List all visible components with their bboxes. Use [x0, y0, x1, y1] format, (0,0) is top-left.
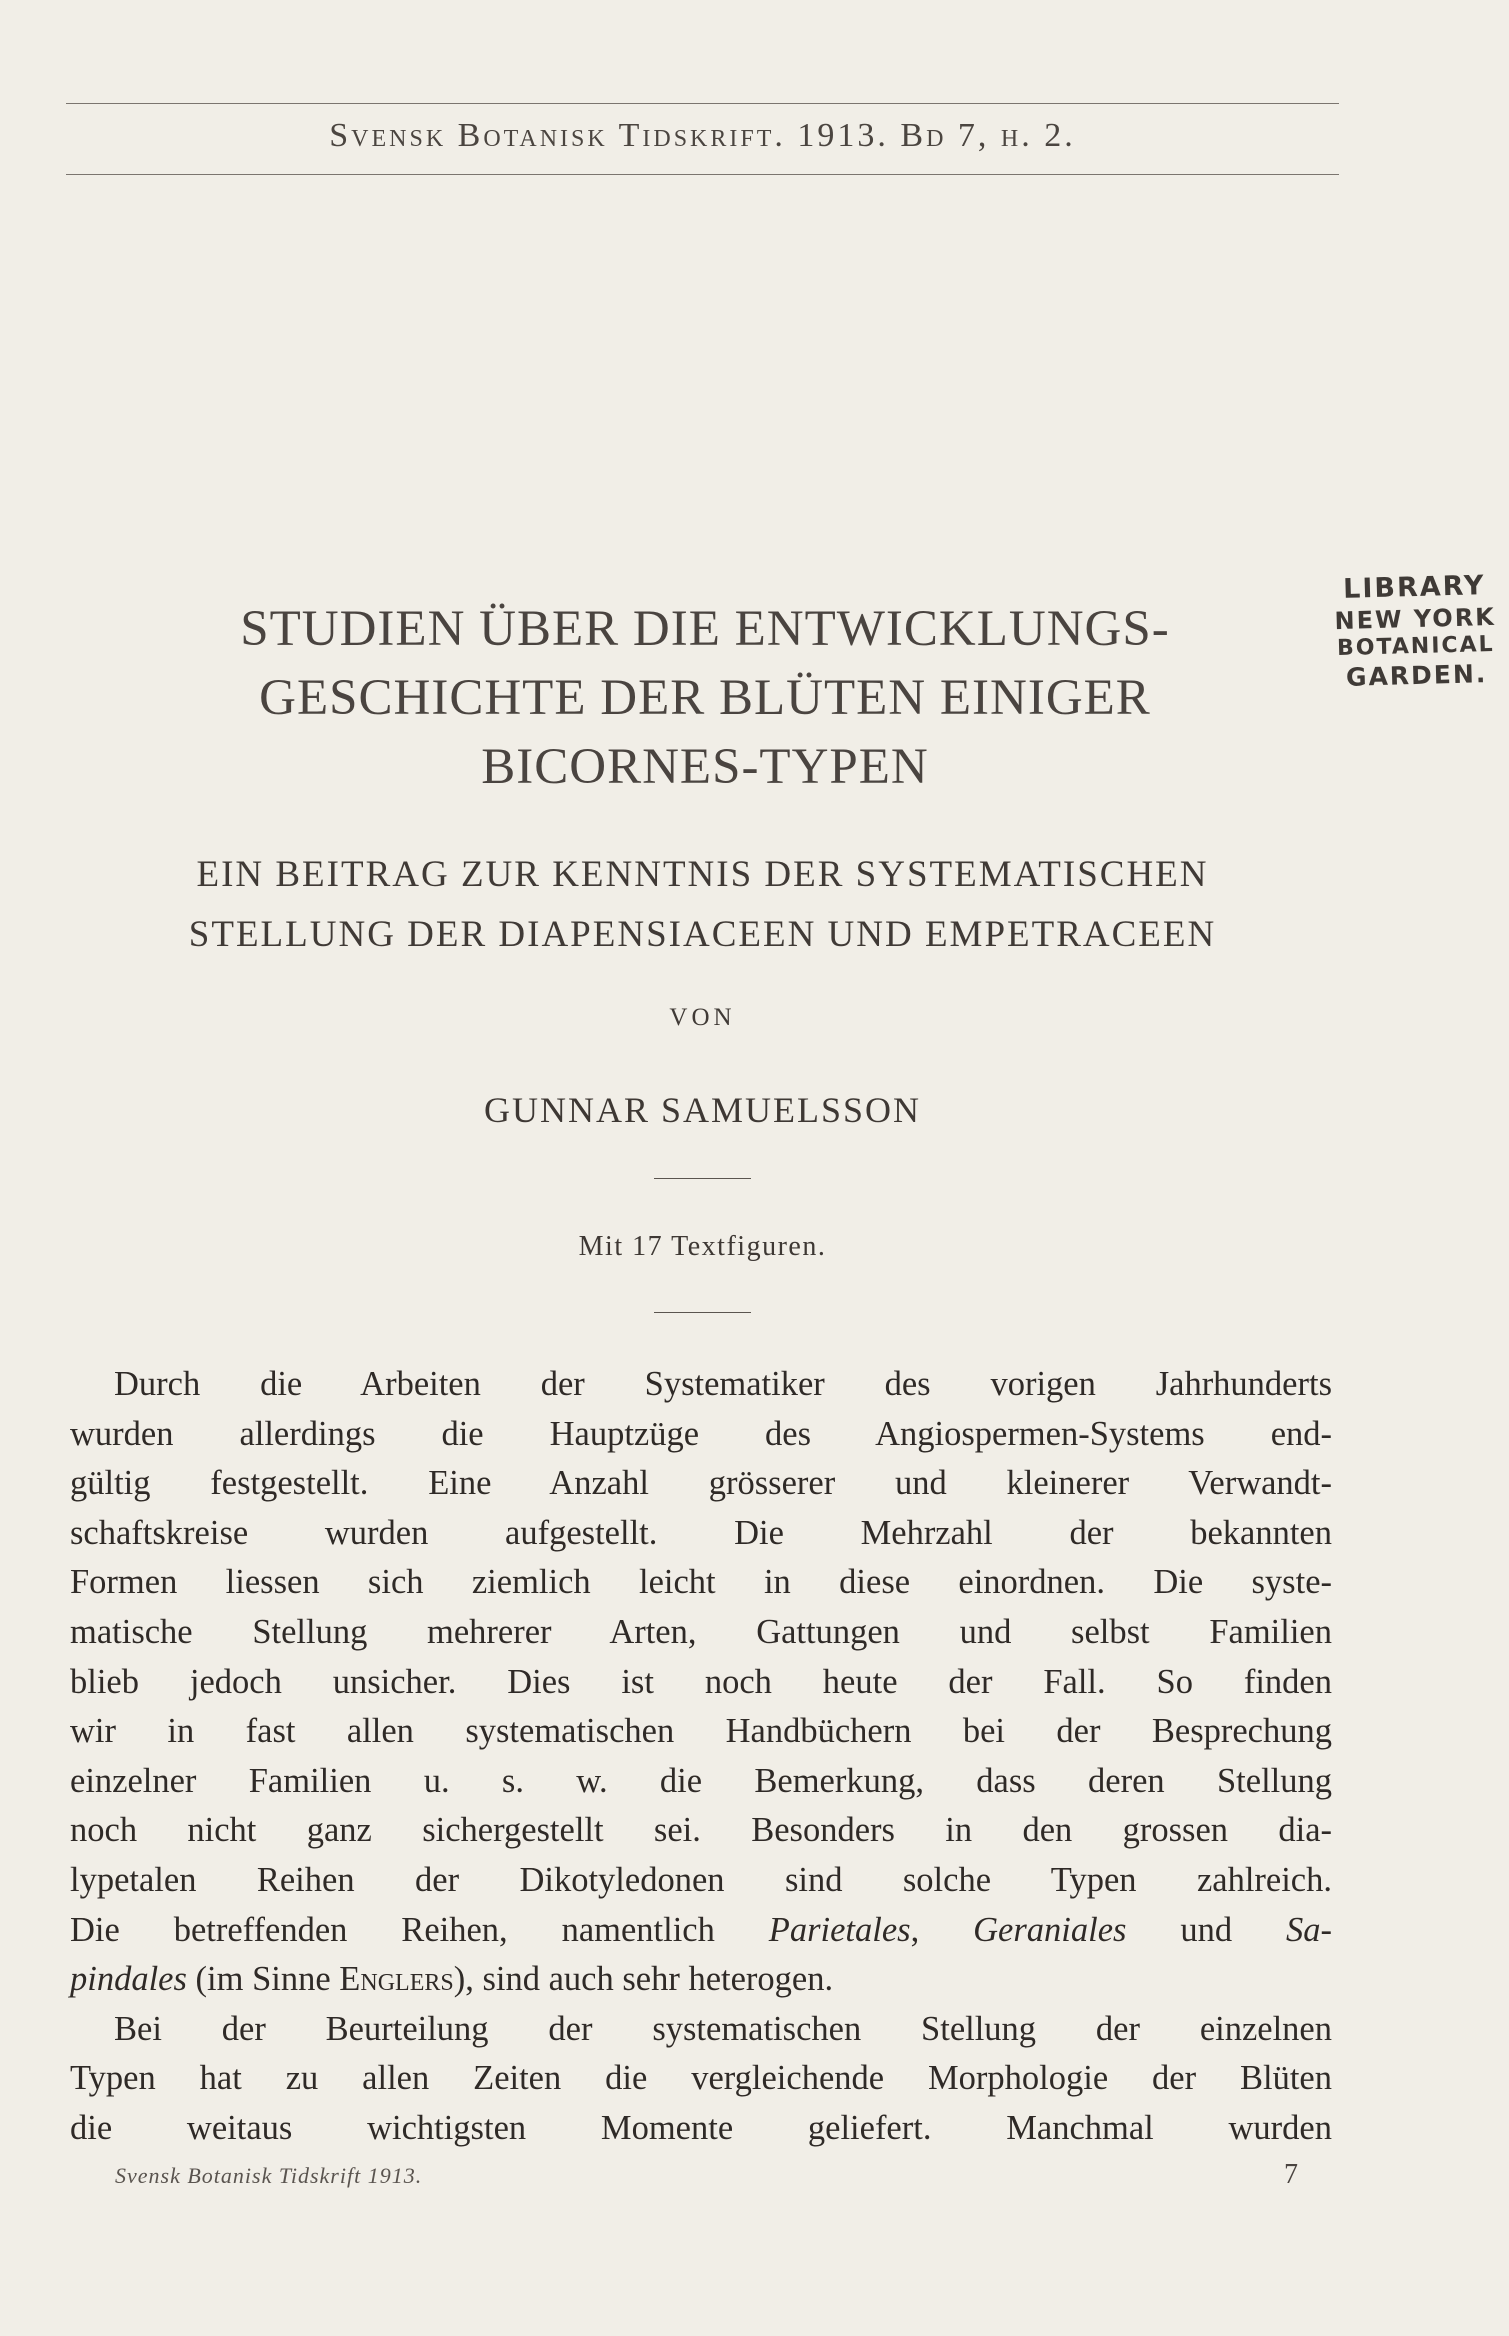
text-line	[70, 1955, 1332, 2005]
running-head-rule	[66, 174, 1339, 175]
article-subtitle	[66, 845, 1339, 965]
text-line: Bei der Beurteilung der systematischen Stellung der einzelnen	[114, 2009, 1332, 2048]
by-line-label: VON	[669, 1004, 736, 1031]
library-stamp	[1320, 570, 1509, 694]
subtitle-line: STELLUNG DER DIAPENSIACEEN UND EMPETRACEEN	[188, 914, 1217, 955]
separator-rule	[654, 1178, 751, 1179]
title-line: GESCHICHTE DER BLÜTEN EINIGER	[259, 670, 1151, 726]
title-line: STUDIEN ÜBER DIE ENTWICKLUNGS-	[240, 601, 1170, 657]
sheet-number: 7	[1284, 2159, 1298, 2190]
figures-note: Mit 17 Textfiguren.	[578, 1231, 827, 1262]
stamp-line: BOTANICAL	[1336, 632, 1495, 662]
text-line: lypetalen Reihen der Dikotyledonen sind solche Typen zahlreich.	[70, 1860, 1332, 1899]
taxon-name: Sa-	[1286, 1910, 1333, 1949]
taxon-name: pindales	[70, 1960, 187, 1999]
top-rule	[66, 103, 1339, 104]
text-line: Formen liessen sich ziemlich leicht in diese einordnen. Die syste-	[70, 1563, 1332, 1602]
text-line	[70, 1906, 1332, 1956]
text-line: schaftskreise wurden aufgestellt. Die Mehrzahl der bekannten	[70, 1513, 1332, 1552]
author-name: GUNNAR SAMUELSSON	[483, 1090, 922, 1130]
text-span: ,	[910, 1910, 974, 1949]
text-line: wurden allerdings die Hauptzüge des Angiospermen-Systems end-	[70, 1414, 1332, 1453]
article-title	[100, 595, 1310, 802]
text-line: die weitaus wichtigsten Momente geliefert. Manchmal wurden	[70, 2108, 1332, 2147]
text-span: Die betreffenden Reihen, namentlich	[70, 1910, 769, 1949]
body-text	[70, 1360, 1332, 2154]
text-line: matische Stellung mehrerer Arten, Gattungen und selbst Familien	[70, 1612, 1332, 1651]
taxon-name: Geraniales	[973, 1910, 1127, 1949]
stamp-line: LIBRARY	[1342, 570, 1486, 605]
stamp-line: NEW YORK	[1334, 602, 1497, 636]
text-line: gültig festgestellt. Eine Anzahl grösserer und kleinerer Verwandt-	[70, 1464, 1332, 1503]
text-span: ), sind auch sehr heterogen.	[453, 1960, 834, 1999]
stamp-line: GARDEN.	[1345, 659, 1488, 692]
text-span: (im Sinne	[186, 1960, 340, 1999]
title-line: BICORNES-TYPEN	[481, 739, 929, 795]
text-line: Durch die Arbeiten der Systematiker des vorigen Jahrhunderts	[114, 1365, 1332, 1403]
running-head: Svensk Botanisk Tidskrift. 1913. Bd 7, h. 2.	[329, 117, 1076, 154]
text-line: blieb jedoch unsicher. Dies ist noch heute der Fall. So finden	[70, 1662, 1332, 1701]
footer-journal: Svensk Botanisk Tidskrift 1913.	[115, 2163, 423, 2188]
text-line: Typen hat zu allen Zeiten die vergleichende Morphologie der Blüten	[70, 2059, 1332, 2098]
text-span: und	[1126, 1910, 1287, 1949]
taxon-name: Parietales	[768, 1910, 911, 1949]
subtitle-line: EIN BEITRAG ZUR KENNTNIS DER SYSTEMATISCHEN	[196, 854, 1209, 895]
text-line: einzelner Familien u. s. w. die Bemerkung, dass deren Stellung	[70, 1761, 1332, 1800]
author-citation: Englers	[339, 1960, 454, 1999]
text-line: wir in fast allen systematischen Handbüchern bei der Besprechung	[70, 1712, 1332, 1751]
separator-rule	[654, 1312, 751, 1313]
text-line: noch nicht ganz sichergestellt sei. Besonders in den grossen dia-	[70, 1811, 1332, 1850]
